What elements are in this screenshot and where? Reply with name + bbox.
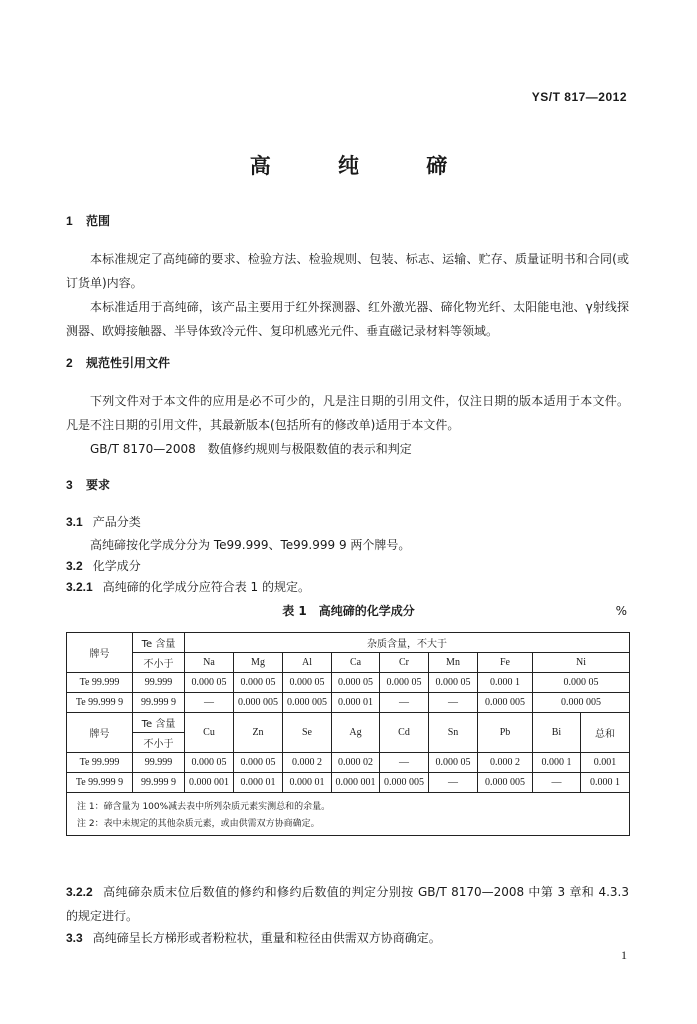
value-cell: 0.000 05 [332,673,380,693]
section-3-heading [66,476,110,493]
te-min-header: 不小于 [133,653,185,673]
value-cell: 0.000 05 [429,673,478,693]
te-cell: 99.999 9 [133,773,185,793]
clause-title: 产品分类 [92,515,141,529]
value-cell: 0.000 2 [478,753,533,773]
value-cell: 0.000 1 [581,773,630,793]
value-cell: 0.000 1 [478,673,533,693]
element-header: Se [283,713,332,753]
element-header: Pb [478,713,533,753]
grade-cell: Te 99.999 [67,673,133,693]
clause-3-2-1 [66,578,310,595]
table-row [67,753,630,773]
section-title: 范围 [86,214,111,228]
table-row [67,773,630,793]
value-cell: 0.000 05 [185,673,234,693]
value-cell: 0.000 005 [283,693,332,713]
table-caption: 表 1 高纯碲的化学成分 [282,604,415,618]
value-cell: 0.000 01 [332,693,380,713]
value-cell: 0.000 05 [533,673,630,693]
te-cell: 99.999 [133,753,185,773]
te-content-header: Te 含量 [133,633,185,653]
element-header: Mn [429,653,478,673]
clause-text: 高纯碲杂质末位后数值的修约和修约后数值的判定分别按 GB/T 8170—2008 中第 3 章和 4.3.3 的规定进行。 [66,885,629,923]
total-header: 总和 [581,713,630,753]
document-title: 高 纯 碲 [249,154,478,178]
section-number: 1 [66,214,73,228]
value-cell: — [429,693,478,713]
grade-header: 牌号 [67,633,133,673]
element-header: Na [185,653,234,673]
element-header: Ag [332,713,380,753]
table-row [67,673,630,693]
clause-number: 3.2.1 [66,580,93,594]
chemical-composition-table [66,632,630,836]
impurity-header: 杂质含量，不大于 [185,633,630,653]
table-note-1: 注 1：碲含量为 100%减去表中所列杂质元素实测总和的余量。 [67,793,630,815]
element-header: Ni [533,653,630,673]
value-cell: 0.000 001 [332,773,380,793]
clause-number: 3.2 [66,559,83,573]
section-number: 2 [66,356,73,370]
clause-3-3 [66,929,441,946]
clause-number: 3.1 [66,515,83,529]
element-header: Fe [478,653,533,673]
value-cell: — [380,693,429,713]
grade-cell: Te 99.999 9 [67,773,133,793]
clause-text: 高纯碲的化学成分应符合表 1 的规定。 [102,580,310,594]
section-title: 要求 [86,478,111,492]
clause-number: 3.3 [66,931,83,945]
value-cell: 0.000 02 [332,753,380,773]
table-row [67,693,630,713]
standard-code: YS/T 817—2012 [531,90,627,104]
value-cell: 0.000 01 [234,773,283,793]
clause-3-1 [66,513,141,530]
value-cell: 0.000 005 [478,773,533,793]
section-1-paragraph-1: 本标准规定了高纯碲的要求、检验方法、检验规则、包装、标志、运输、贮存、质量证明书和合同(或订货单)内容。 [66,252,629,290]
te-cell: 99.999 [133,673,185,693]
section-1-paragraph-2: 本标准适用于高纯碲，该产品主要用于红外探测器、红外激光器、碲化物光纤、太阳能电池、γ射线探测器、欧姆接触器、半导体致冷元件、复印机感光元件、垂直磁记录材料等领域。 [66,300,629,338]
element-header: Bi [533,713,581,753]
value-cell: 0.000 2 [283,753,332,773]
value-cell: 0.000 005 [533,693,630,713]
value-cell: 0.000 001 [185,773,234,793]
clause-text: 高纯碲呈长方梯形或者粉粒状，重量和粒径由供需双方协商确定。 [92,931,441,945]
value-cell: 0.000 05 [185,753,234,773]
section-2-reference: GB/T 8170—2008 数值修约规则与极限数值的表示和判定 [90,442,412,456]
value-cell: 0.000 005 [380,773,429,793]
section-2-paragraph-1: 下列文件对于本文件的应用是必不可少的，凡是注日期的引用文件，仅注日期的版本适用于本文件。凡是不注日期的引用文件，其最新版本(包括所有的修改单)适用于本文件。 [66,394,629,432]
grade-header: 牌号 [67,713,133,753]
section-number: 3 [66,478,73,492]
element-header: Ca [332,653,380,673]
element-header: Al [283,653,332,673]
value-cell: 0.000 05 [234,753,283,773]
te-content-header: Te 含量 [133,713,185,733]
value-cell: 0.000 1 [533,753,581,773]
value-cell: 0.000 05 [234,673,283,693]
value-cell: 0.000 05 [283,673,332,693]
section-title: 规范性引用文件 [86,356,171,370]
value-cell: 0.000 05 [429,753,478,773]
value-cell: — [380,753,429,773]
value-cell: 0.000 005 [234,693,283,713]
value-cell: — [185,693,234,713]
value-cell: 0.001 [581,753,630,773]
page-number: 1 [621,948,627,962]
element-header: Cd [380,713,429,753]
element-header: Cu [185,713,234,753]
table-unit: % [615,604,627,618]
clause-3-2-2 [66,880,629,928]
element-header: Zn [234,713,283,753]
value-cell: — [533,773,581,793]
clause-3-2 [66,557,141,574]
value-cell: 0.000 01 [283,773,332,793]
grade-cell: Te 99.999 [67,753,133,773]
element-header: Cr [380,653,429,673]
clause-title: 化学成分 [92,559,141,573]
section-2-heading [66,354,170,371]
value-cell: — [429,773,478,793]
element-header: Mg [234,653,283,673]
clause-3-1-text: 高纯碲按化学成分分为 Te99.999、Te99.999 9 两个牌号。 [90,538,411,552]
element-header: Sn [429,713,478,753]
te-min-header: 不小于 [133,733,185,753]
section-1-heading [66,212,110,229]
te-cell: 99.999 9 [133,693,185,713]
value-cell: 0.000 05 [380,673,429,693]
clause-number: 3.2.2 [66,885,93,899]
value-cell: 0.000 005 [478,693,533,713]
table-note-2: 注 2：表中未规定的其他杂质元素，或由供需双方协商确定。 [67,814,630,836]
grade-cell: Te 99.999 9 [67,693,133,713]
